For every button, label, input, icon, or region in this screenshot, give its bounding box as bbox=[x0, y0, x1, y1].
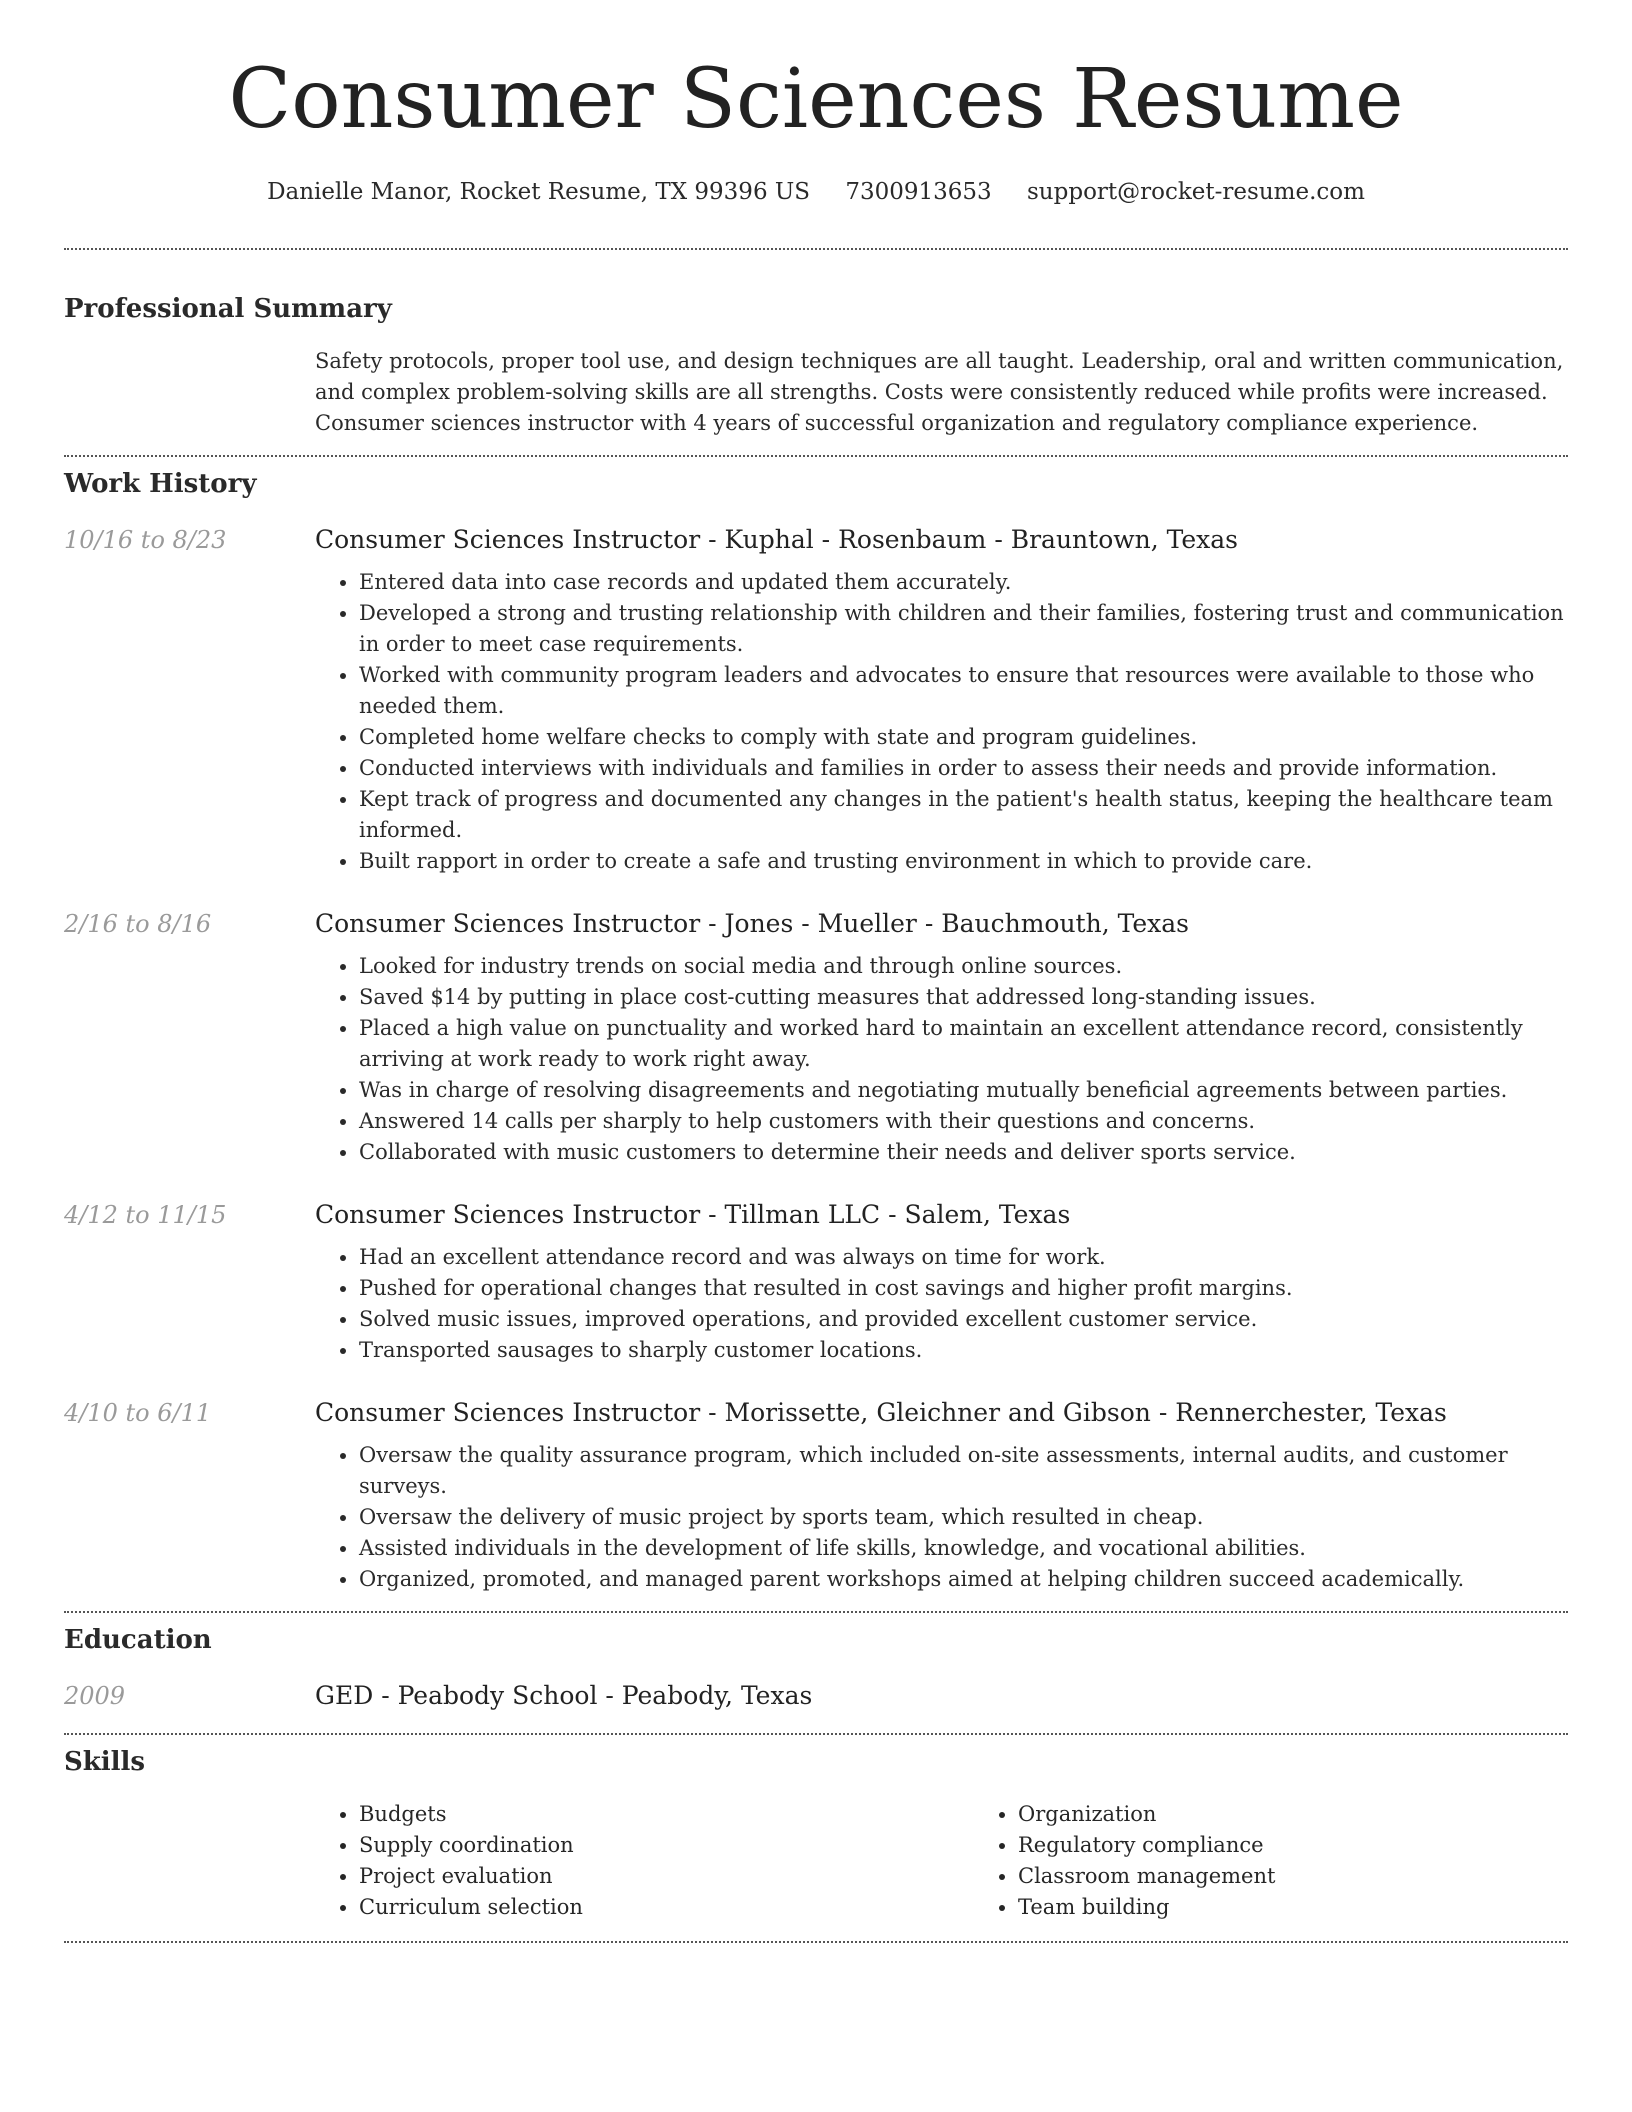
job-duty: • Oversaw the delivery of music project by sports team, which resulted in cheap. bbox=[359, 1502, 1568, 1533]
job-duty: • Had an excellent attendance record and was always on time for work. bbox=[359, 1242, 1568, 1273]
divider bbox=[64, 1733, 1568, 1735]
skill-item: • Curriculum selection bbox=[359, 1892, 974, 1923]
job-duty: • Oversaw the quality assurance program, which included on-site assessments, internal audits, and customer surveys. bbox=[359, 1440, 1568, 1502]
job-duty: • Answered 14 calls per sharply to help customers with their questions and concerns. bbox=[359, 1106, 1568, 1137]
skill-item: • Regulatory compliance bbox=[1018, 1830, 1632, 1861]
job-date: 4/10 to 6/11 bbox=[64, 1399, 212, 1427]
skill-item: • Organization bbox=[1018, 1799, 1632, 1830]
contact-email: support@rocket-resume.com bbox=[1027, 179, 1365, 205]
skills-column-left bbox=[315, 1799, 974, 1923]
job-duty: • Worked with community program leaders and advocates to ensure that resources were available to those who needed them. bbox=[359, 660, 1568, 722]
skill-item: • Supply coordination bbox=[359, 1830, 974, 1861]
job-entry bbox=[64, 523, 1568, 877]
job-duty: • Saved $14 by putting in place cost-cutting measures that addressed long-standing issues. bbox=[359, 982, 1568, 1013]
job-entry bbox=[64, 907, 1568, 1168]
job-date: 10/16 to 8/23 bbox=[64, 526, 227, 554]
job-title: Consumer Sciences Instructor - Jones - Mueller - Bauchmouth, Texas bbox=[315, 909, 1189, 938]
section-heading-education: Education bbox=[64, 1625, 212, 1655]
job-duty: • Developed a strong and trusting relationship with children and their families, fostering trust and communication in order to meet case requirements. bbox=[359, 598, 1568, 660]
job-duty: • Solved music issues, improved operations, and provided excellent customer service. bbox=[359, 1304, 1568, 1335]
job-title: Consumer Sciences Instructor - Tillman LLC - Salem, Texas bbox=[315, 1200, 1071, 1229]
job-duties bbox=[315, 1440, 1568, 1595]
page-title: Consumer Sciences Resume bbox=[228, 52, 1404, 147]
job-duty: • Assisted individuals in the development of life skills, knowledge, and vocational abilities. bbox=[359, 1533, 1568, 1564]
skills-list bbox=[315, 1799, 1568, 1923]
skills-column-right bbox=[974, 1799, 1632, 1923]
divider bbox=[64, 1611, 1568, 1613]
section-heading-summary: Professional Summary bbox=[64, 294, 392, 324]
job-duties bbox=[315, 951, 1568, 1168]
divider bbox=[64, 248, 1568, 250]
skill-item: • Project evaluation bbox=[359, 1861, 974, 1892]
job-title: Consumer Sciences Instructor - Morissette, Gleichner and Gibson - Rennerchester, Texas bbox=[315, 1398, 1447, 1427]
job-duty: • Transported sausages to sharply customer locations. bbox=[359, 1335, 1568, 1366]
job-date: 2/16 to 8/16 bbox=[64, 910, 212, 938]
job-title: Consumer Sciences Instructor - Kuphal - Rosenbaum - Brauntown, Texas bbox=[315, 525, 1239, 554]
education-date: 2009 bbox=[64, 1682, 126, 1710]
skill-item: • Classroom management bbox=[1018, 1861, 1632, 1892]
skill-item: • Team building bbox=[1018, 1892, 1632, 1923]
job-date: 4/12 to 11/15 bbox=[64, 1201, 227, 1229]
skill-item: • Budgets bbox=[359, 1799, 974, 1830]
job-duties bbox=[315, 567, 1568, 877]
job-duty: • Entered data into case records and updated them accurately. bbox=[359, 567, 1568, 598]
summary-text: Safety protocols, proper tool use, and design techniques are all taught. Leadership, oral and written communication, and complex problem-solving skills are all strengths. Costs were consistently reduced while profits were increased. Consumer sciences instructor with 4 years of successful organization and regulatory compliance experience. bbox=[315, 349, 1564, 435]
job-entry bbox=[64, 1198, 1568, 1366]
education-title: GED - Peabody School - Peabody, Texas bbox=[315, 1681, 813, 1710]
education-body bbox=[315, 1679, 1568, 1713]
resume-page bbox=[64, 0, 1568, 1943]
job-body bbox=[315, 523, 1568, 877]
job-duty: • Kept track of progress and documented any changes in the patient's health status, keeping the healthcare team informed. bbox=[359, 784, 1568, 846]
job-duty: • Collaborated with music customers to determine their needs and deliver sports service. bbox=[359, 1137, 1568, 1168]
job-duty: • Conducted interviews with individuals and families in order to assess their needs and provide information. bbox=[359, 753, 1568, 784]
job-duty: • Completed home welfare checks to comply with state and program guidelines. bbox=[359, 722, 1568, 753]
job-duty: • Looked for industry trends on social media and through online sources. bbox=[359, 951, 1568, 982]
divider bbox=[64, 1941, 1568, 1943]
job-duty: • Organized, promoted, and managed parent workshops aimed at helping children succeed academically. bbox=[359, 1564, 1568, 1595]
section-heading-work: Work History bbox=[64, 469, 257, 499]
job-duty: • Placed a high value on punctuality and worked hard to maintain an excellent attendance record, consistently arriving at work ready to work right away. bbox=[359, 1013, 1568, 1075]
job-duty: • Was in charge of resolving disagreements and negotiating mutually beneficial agreements between parties. bbox=[359, 1075, 1568, 1106]
job-body bbox=[315, 1198, 1568, 1366]
contact-address: Danielle Manor, Rocket Resume, TX 99396 US bbox=[267, 179, 811, 205]
contact-line bbox=[64, 176, 1568, 208]
education-entry bbox=[64, 1679, 1568, 1713]
section-heading-skills: Skills bbox=[64, 1747, 146, 1777]
job-duties bbox=[315, 1242, 1568, 1366]
contact-phone: 7300913653 bbox=[845, 179, 992, 205]
job-entry bbox=[64, 1396, 1568, 1595]
job-duty: • Built rapport in order to create a safe and trusting environment in which to provide care. bbox=[359, 846, 1568, 877]
job-duty: • Pushed for operational changes that resulted in cost savings and higher profit margins. bbox=[359, 1273, 1568, 1304]
divider bbox=[64, 455, 1568, 457]
job-body bbox=[315, 907, 1568, 1168]
job-body bbox=[315, 1396, 1568, 1595]
